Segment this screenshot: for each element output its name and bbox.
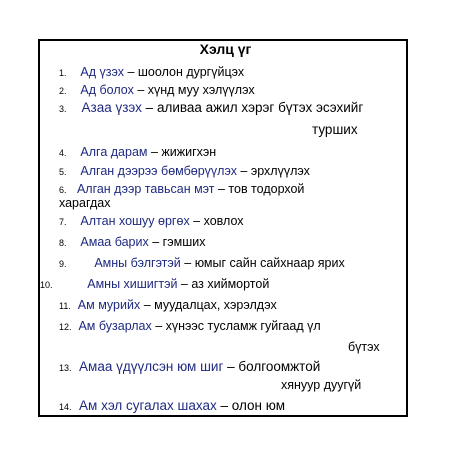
- separator: –: [124, 65, 138, 79]
- list-item: [59, 398, 285, 415]
- separator: –: [148, 235, 163, 249]
- item-number: 2.: [59, 86, 67, 96]
- item-number: 4.: [59, 148, 67, 158]
- item-number: 9.: [59, 259, 67, 269]
- idiom-definition: тов тодорхой: [228, 182, 305, 196]
- list-item: [59, 214, 244, 230]
- item-number: 6.: [59, 185, 67, 195]
- list-item: [59, 235, 205, 251]
- list-item: [59, 83, 255, 99]
- idiom-definition: гэмших: [162, 235, 206, 249]
- list-item: [59, 164, 310, 180]
- separator: –: [177, 277, 192, 291]
- idiom-definition: шоолон дургүйцэх: [137, 65, 245, 79]
- idiom-term: Амны хишигтэй: [87, 277, 178, 291]
- separator: –: [133, 83, 148, 97]
- idiom-term: Амаа үдүүлсэн юм шиг: [79, 359, 224, 374]
- idiom-term: Алтан хошуу өргөх: [80, 214, 190, 228]
- list-item: [40, 277, 269, 293]
- idiom-definition-continuation: бүтэх: [348, 340, 380, 354]
- idiom-term: Ам бузарлах: [78, 319, 152, 333]
- idiom-definition: аз хиймортой: [191, 277, 270, 291]
- separator: –: [214, 182, 229, 196]
- separator: –: [141, 100, 157, 115]
- list-item: [59, 65, 244, 81]
- list-item: [59, 359, 320, 376]
- idiom-term: Амны бэлгэтэй: [94, 256, 181, 270]
- idiom-term: Алга дарам: [80, 145, 148, 159]
- idiom-term: Ад болох: [80, 83, 134, 97]
- separator: –: [189, 214, 204, 228]
- separator: –: [140, 298, 155, 312]
- item-number: 13.: [59, 363, 72, 373]
- idiom-definition: аливаа ажил хэрэг бүтэх эсэхийг: [156, 100, 364, 115]
- idiom-term: Алган дээрээ бөмбөрүүлэх: [80, 164, 237, 178]
- idiom-definition-continuation: хянуур дуугүй: [281, 378, 362, 392]
- idiom-definition: юмыг сайн сайхнаар ярих: [194, 256, 345, 270]
- list-item: [59, 298, 277, 314]
- idiom-definition: олон юм: [231, 398, 285, 413]
- idiom-definition: муудалцах, хэрэлдэх: [154, 298, 277, 312]
- list-item: [59, 256, 345, 272]
- item-number: 14.: [59, 402, 72, 412]
- list-item: [59, 145, 216, 161]
- separator: –: [236, 164, 251, 178]
- item-number: 5.: [59, 167, 67, 177]
- item-number: 11.: [59, 301, 71, 311]
- idiom-definition: ховлох: [203, 214, 244, 228]
- idiom-term: Ам хэл сугалах шахах: [79, 398, 217, 413]
- idiom-term: Амаа барих: [80, 235, 149, 249]
- page-title: Хэлц үг: [199, 41, 252, 57]
- separator: –: [151, 319, 166, 333]
- idiom-term: Азаа үзэх: [81, 100, 142, 115]
- idiom-definition: хүнд муу хэлүүлэх: [147, 83, 255, 97]
- separator: –: [223, 359, 239, 374]
- idiom-definition-continuation: харагдах: [59, 196, 111, 210]
- item-number: 1.: [59, 68, 67, 78]
- idiom-definition: эрхлүүлэх: [250, 164, 310, 178]
- idiom-definition-continuation: турших: [312, 122, 358, 137]
- list-item: [59, 319, 321, 335]
- idiom-definition: жижигхэн: [161, 145, 217, 159]
- item-number: 3.: [59, 104, 67, 114]
- idiom-definition: болгоомжтой: [238, 359, 321, 374]
- idiom-term: Алган дээр тавьсан мэт: [76, 182, 215, 196]
- separator: –: [147, 145, 162, 159]
- item-number: 10.: [40, 280, 53, 290]
- idiom-term: Ад үзэх: [80, 65, 124, 79]
- list-item: [59, 100, 363, 117]
- idiom-definition: хүнээс тусламж гуйгаад үл: [165, 319, 321, 333]
- item-number: 7.: [59, 217, 67, 227]
- item-number: 12.: [59, 322, 72, 332]
- item-number: 8.: [59, 238, 67, 248]
- idiom-term: Ам мурийх: [77, 298, 141, 312]
- separator: –: [180, 256, 195, 270]
- separator: –: [216, 398, 232, 413]
